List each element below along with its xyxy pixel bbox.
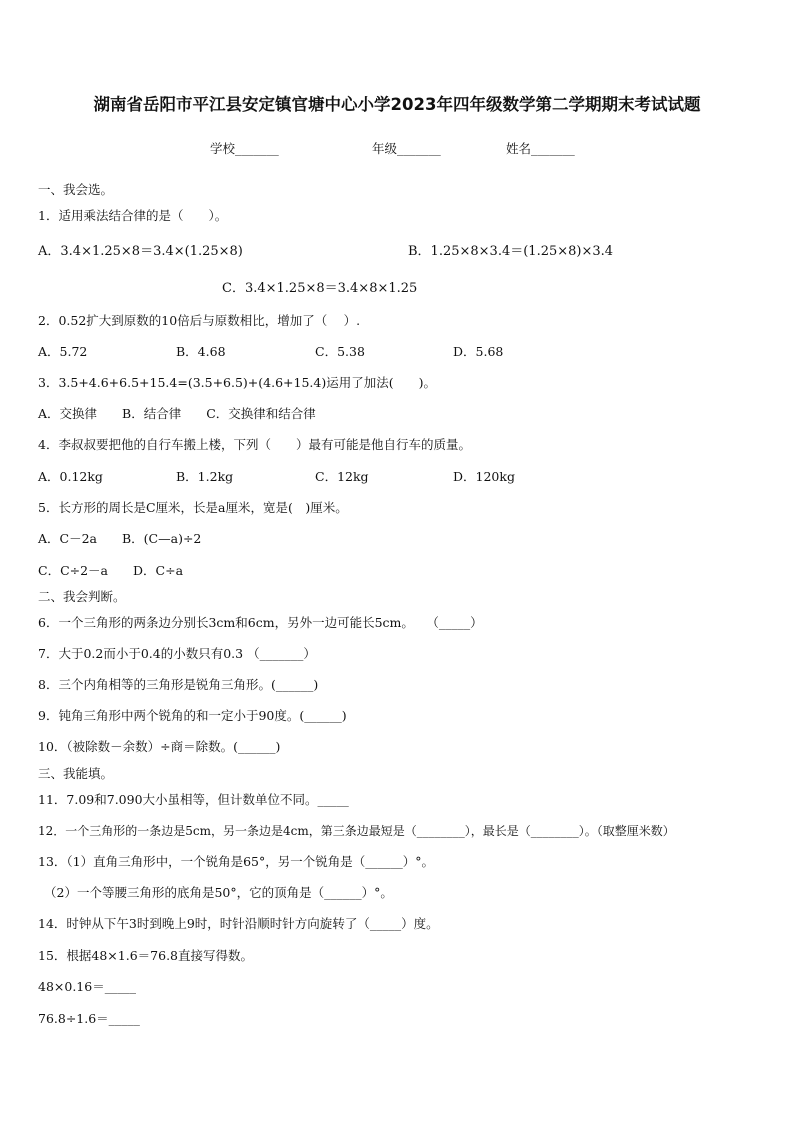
name-field[interactable]: 姓名_______ <box>506 141 575 156</box>
question-4-stem: 4．李叔叔要把他的自行车搬上楼，下列（ ）最有可能是他自行车的质量。 <box>38 437 471 452</box>
question-4-option-d: D．120kg <box>453 469 515 484</box>
section-heading-fill: 三、我能填。 <box>38 766 114 781</box>
question-2-option-c: C．5.38 <box>315 344 365 359</box>
question-10: 10．（被除数－余数）÷商＝除数。(______) <box>38 739 281 754</box>
question-1-option-b: B．1.25×8×3.4＝(1.25×8)×3.4 <box>408 244 614 259</box>
question-1-option-c: C．3.4×1.25×8＝3.4×8×1.25 <box>222 281 418 296</box>
question-15-item-1: 48×0.16＝_____ <box>38 979 136 994</box>
question-2-option-b: B．4.68 <box>176 344 226 359</box>
question-15-stem: 15．根据48×1.6＝76.8直接写得数。 <box>38 948 253 963</box>
question-7: 7．大于0.2而小于0.4的小数只有0.3 （_______） <box>38 646 316 661</box>
question-4-option-c: C．12kg <box>315 469 369 484</box>
question-3-stem: 3．3.5+4.6+6.5+15.4=(3.5+6.5)+(4.6+15.4)运用了加法( )。 <box>38 375 436 390</box>
page-title: 湖南省岳阳市平江县安定镇官塘中心小学2023年四年级数学第二学期期末考试试题 <box>93 95 701 114</box>
question-2-option-d: D．5.68 <box>453 344 504 359</box>
question-1-option-a: A．3.4×1.25×8＝3.4×(1.25×8) <box>38 244 243 259</box>
question-15-item-2: 76.8÷1.6＝_____ <box>38 1011 140 1026</box>
question-2-option-a: A．5.72 <box>38 344 88 359</box>
question-6: 6．一个三角形的两条边分别长3cm和6cm，另外一边可能长5cm。 （_____） <box>38 615 483 630</box>
question-9: 9．钝角三角形中两个锐角的和一定小于90度。(______) <box>38 708 347 723</box>
question-12: 12．一个三角形的一条边是5cm，另一条边是4cm，第三条边最短是（________），最长是（________）。（取整厘米数） <box>38 824 675 838</box>
question-2-stem: 2．0.52扩大到原数的10倍后与原数相比，增加了（ ）. <box>38 313 361 328</box>
question-13-part1: 13．（1）直角三角形中，一个锐角是65°，另一个锐角是（______）°。 <box>38 854 435 869</box>
question-5-options-row2: C．C÷2－a D．C÷a <box>38 563 184 578</box>
question-5-stem: 5．长方形的周长是C厘米，长是a厘米，宽是( )厘米。 <box>38 500 348 515</box>
question-13-part2: （2）一个等腰三角形的底角是50°，它的顶角是（______）°。 <box>44 885 393 900</box>
question-14: 14．时钟从下午3时到晚上9时，时针沿顺时针方向旋转了（_____）度。 <box>38 916 439 931</box>
question-4-option-b: B．1.2kg <box>176 469 234 484</box>
question-4-option-a: A．0.12kg <box>38 469 103 484</box>
question-11: 11．7.09和7.090大小虽相等，但计数单位不同。_____ <box>38 792 349 807</box>
section-heading-judge: 二、我会判断。 <box>38 589 126 604</box>
grade-field[interactable]: 年级_______ <box>372 141 441 156</box>
question-5-options-row1: A．C－2a B．(C—a)÷2 <box>38 531 202 546</box>
school-field[interactable]: 学校_______ <box>210 141 279 156</box>
section-heading-choose: 一、我会选。 <box>38 182 114 197</box>
question-1-stem: 1．适用乘法结合律的是（ ）。 <box>38 208 228 223</box>
question-3-options: A．交换律 B．结合律 C．交换律和结合律 <box>38 406 316 421</box>
question-8: 8．三个内角相等的三角形是锐角三角形。(______) <box>38 677 319 692</box>
